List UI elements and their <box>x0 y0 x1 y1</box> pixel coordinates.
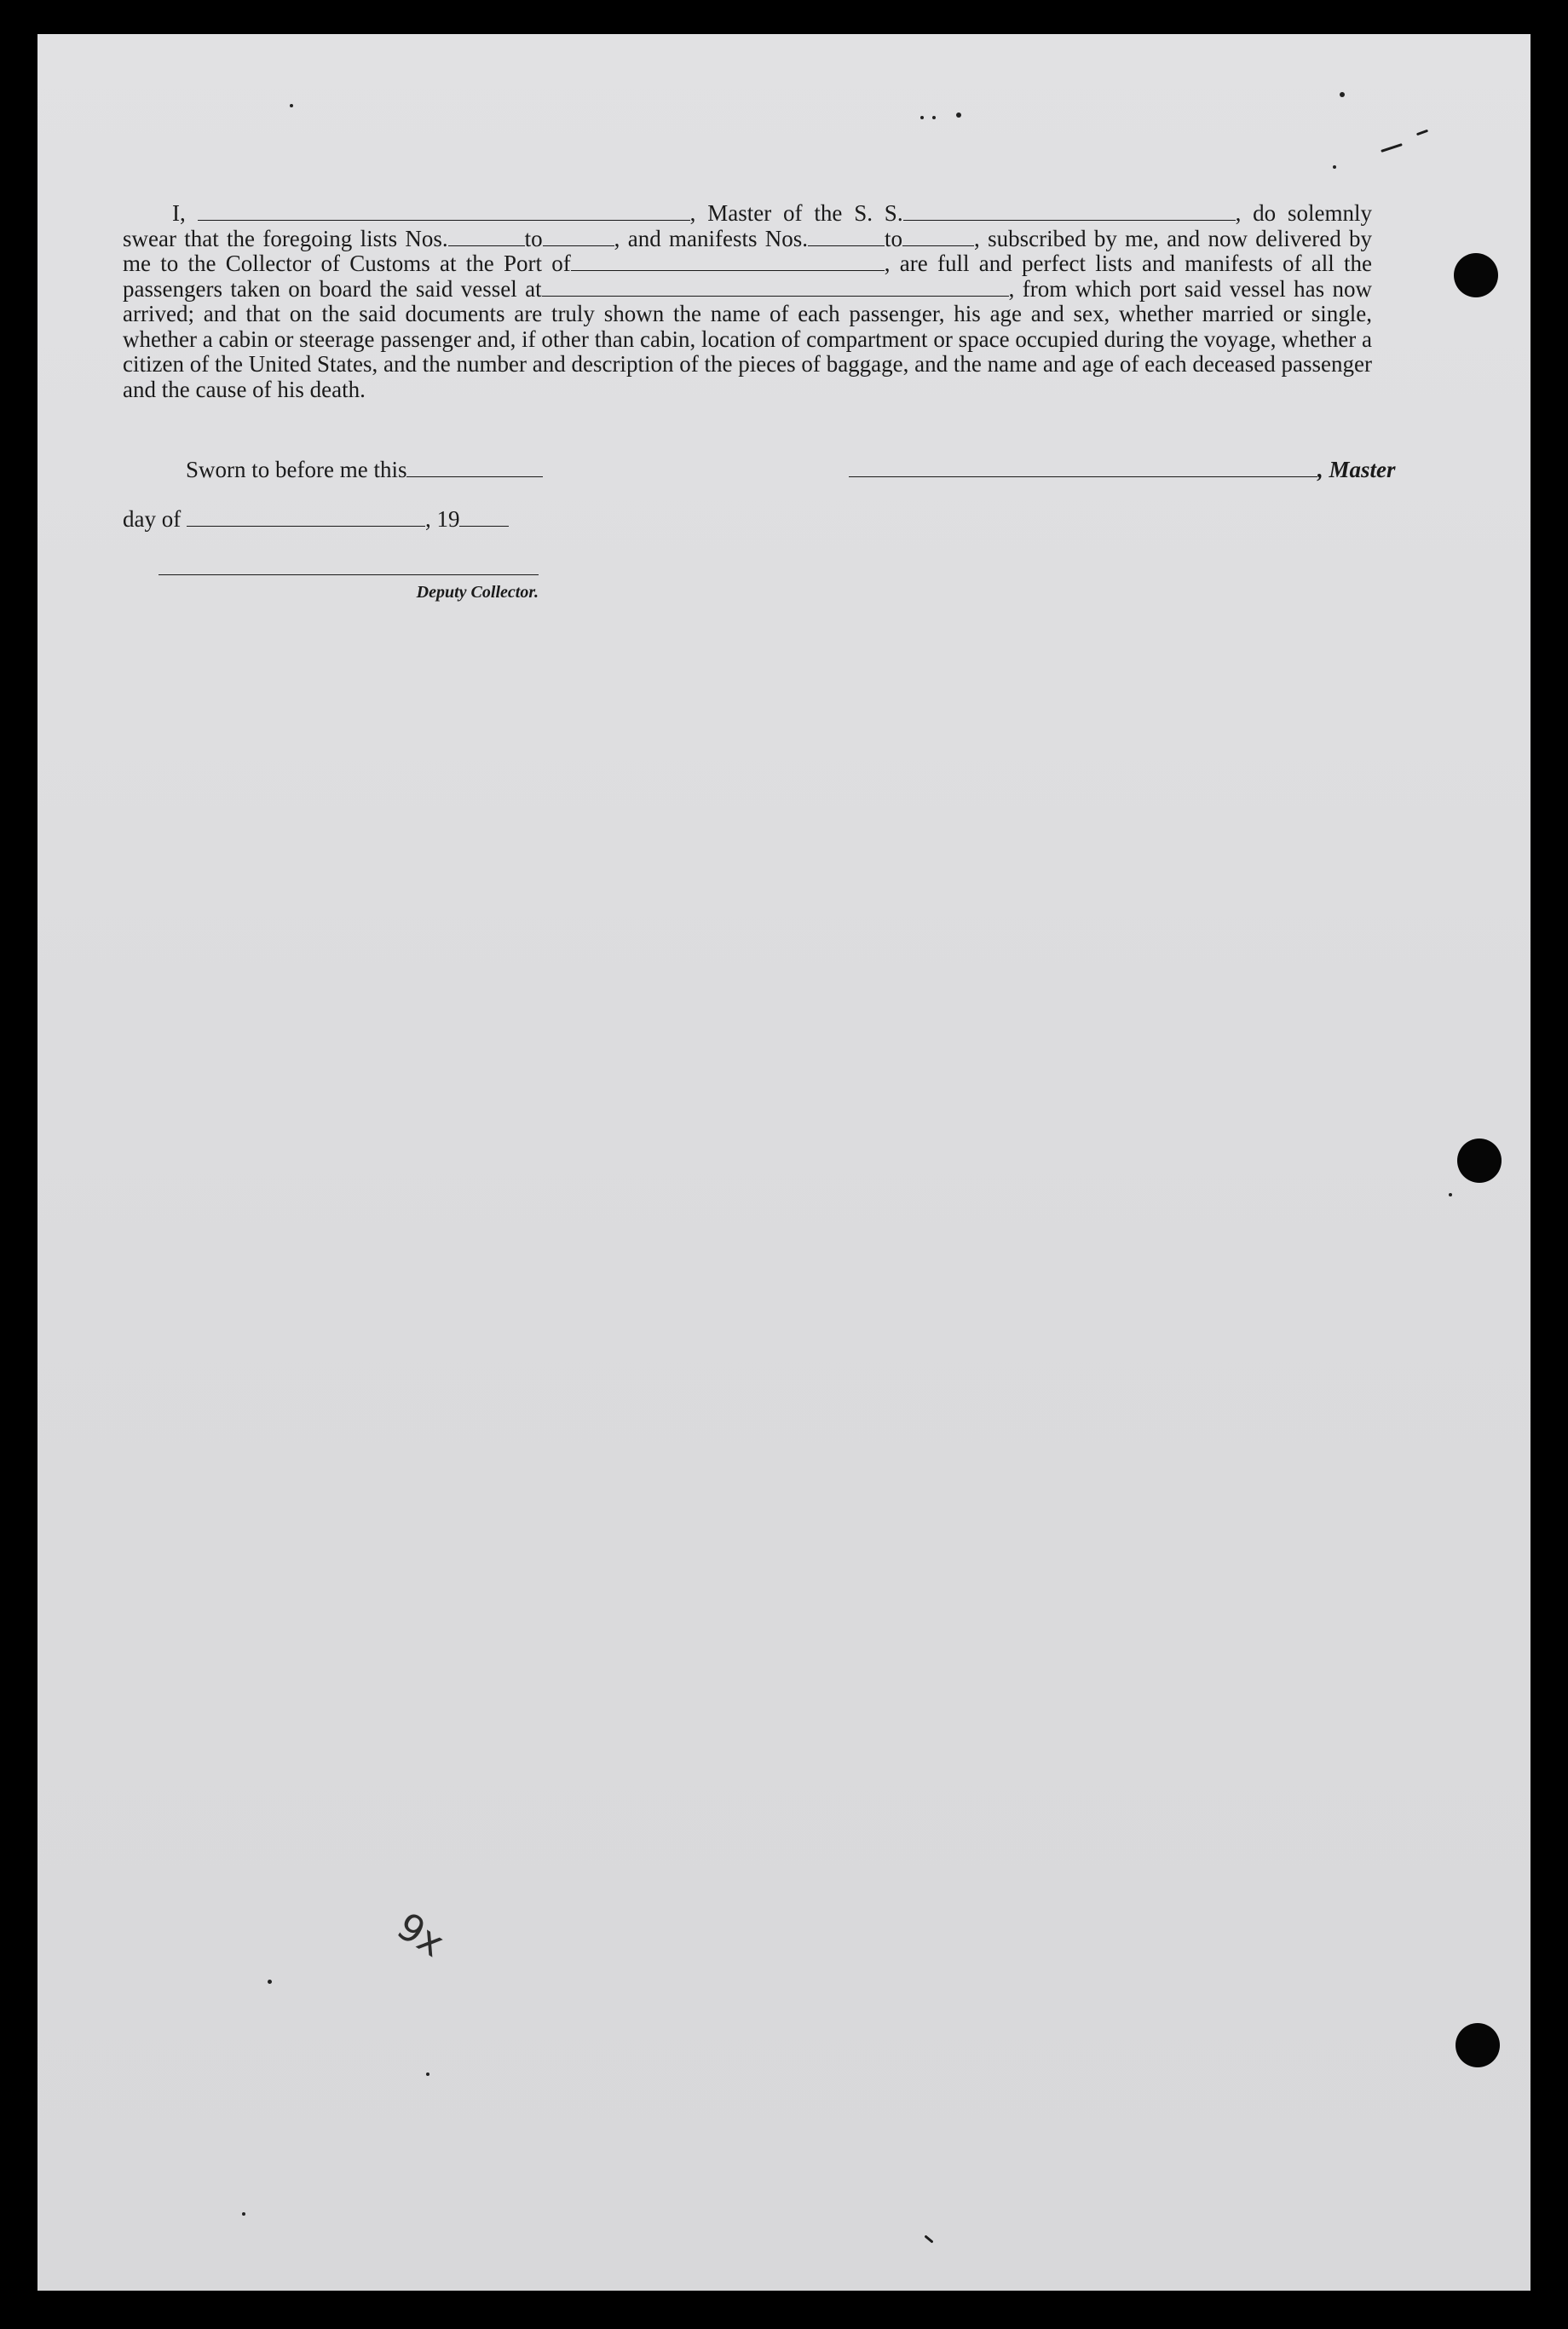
year-blank[interactable] <box>459 509 509 527</box>
deputy-collector-label: Deputy Collector. <box>416 583 539 602</box>
speck <box>1449 1193 1452 1196</box>
speck <box>956 112 961 118</box>
manifests-to-blank[interactable] <box>902 228 974 246</box>
speck <box>426 2072 429 2076</box>
deputy-signature-line[interactable] <box>159 574 539 575</box>
oath-text-to-2: to <box>885 225 903 251</box>
oath-text-and-manifests: , and manifests Nos. <box>614 225 809 251</box>
ink-mark <box>924 2234 933 2243</box>
day-of-label: day of <box>123 506 182 532</box>
ink-mark <box>1416 130 1428 136</box>
master-name-blank[interactable] <box>198 203 690 221</box>
master-signature <box>849 457 1396 483</box>
punch-hole-middle <box>1457 1139 1502 1183</box>
oath-text-to-1: to <box>524 225 543 251</box>
port-blank[interactable] <box>571 253 885 271</box>
month-blank[interactable] <box>187 509 425 527</box>
year-prefix: , 19 <box>424 506 460 532</box>
lists-to-blank[interactable] <box>543 228 614 246</box>
pencil-annotation: 9x <box>389 1905 452 1966</box>
speck <box>920 116 924 119</box>
oath-paragraph <box>123 201 1372 402</box>
departure-port-blank[interactable] <box>542 279 1009 297</box>
oath-text-i: I, <box>172 200 186 226</box>
sworn-day-blank[interactable] <box>406 459 543 477</box>
lists-from-blank[interactable] <box>448 228 525 246</box>
speck <box>290 104 293 107</box>
speck <box>932 116 936 119</box>
speck <box>268 1980 272 1984</box>
oath-text-master-of: , Master of the S. S. <box>689 200 903 226</box>
oath-text-rest: , from which port said vessel has now arrived; and that on the said documents are truly shown the name of each passenger, his age and sex, whether married or single, whether a cabin or steerage passenger and, if other than cabin, location of compartment or space occupied during the voyage, whether a citizen of the United States, and the number and description of the pieces of baggage, and the name and age of each deceased passenger and the cause of his death. <box>123 275 1372 402</box>
speck <box>242 2212 245 2216</box>
ink-mark <box>1381 143 1403 153</box>
punch-hole-bottom <box>1456 2023 1500 2067</box>
speck <box>1340 92 1345 97</box>
punch-hole-top <box>1454 253 1498 297</box>
sworn-row <box>186 457 543 483</box>
speck <box>1333 165 1336 169</box>
master-label: , Master <box>1317 457 1396 482</box>
sworn-label: Sworn to before me this <box>186 457 407 482</box>
ship-name-blank[interactable] <box>903 203 1236 221</box>
master-signature-blank[interactable] <box>849 459 1317 477</box>
oath-text-do-solemnly: , do solemnly swear that the foregoing lists Nos. <box>123 200 1373 251</box>
date-row <box>123 506 509 533</box>
oath-text-subscribed: , subscribed by me, and now delivered by me to the Collector of Customs at the Port of <box>123 225 1372 276</box>
manifests-from-blank[interactable] <box>808 228 885 246</box>
form-sheet <box>37 34 1531 2291</box>
oath-text-full-perfect: , are full and perfect lists and manifests of all the passengers taken on board the said vessel at <box>123 251 1372 302</box>
